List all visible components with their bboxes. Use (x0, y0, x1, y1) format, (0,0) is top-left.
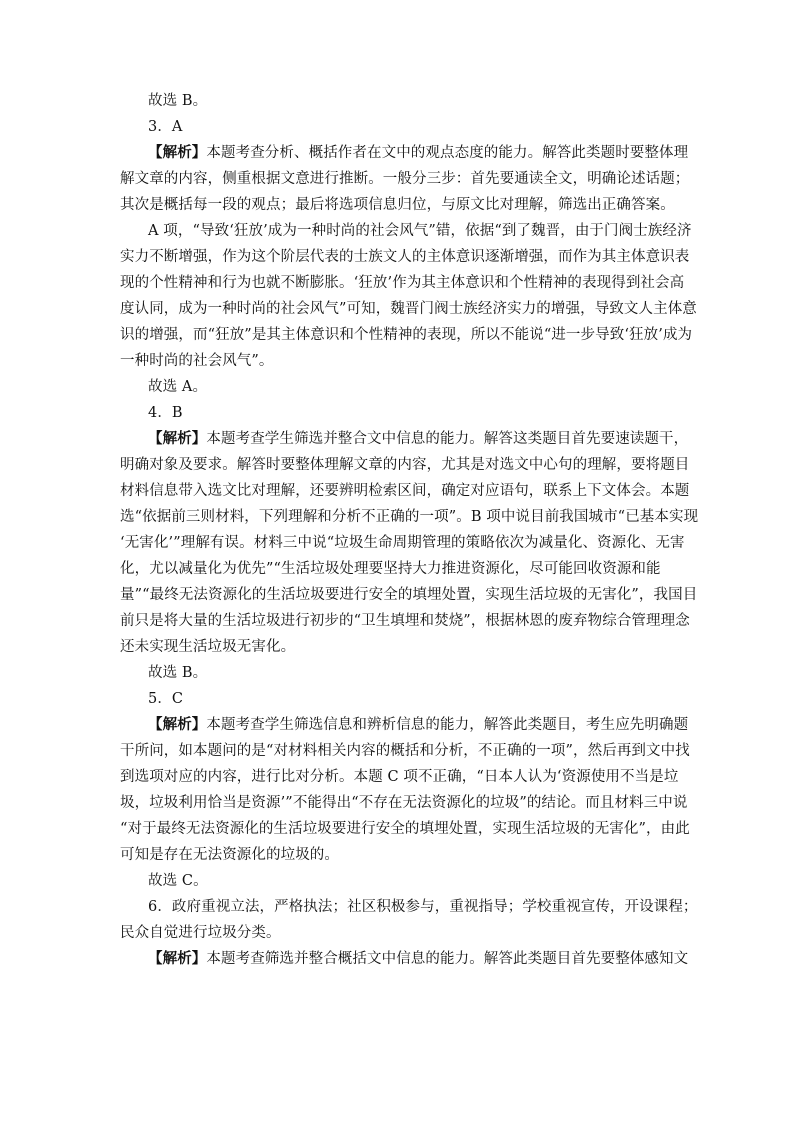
text-line (120, 556, 665, 582)
text-line (120, 504, 699, 530)
text-line (120, 192, 675, 218)
line-text: 一种时尚的社会风气”。 (120, 353, 274, 369)
line-text: 其次是概括每一段的观点；最后将选项信息归位，与原文比对理解，筛选出正确答案。 (120, 197, 675, 213)
line-text: 可知是存在无法资源化的垃圾的。 (120, 847, 339, 863)
text-line (120, 582, 698, 608)
line-text: 量”“最终无法资源化的生活垃圾要进行安全的填埋处置，实现生活垃圾的无害化”，我国目 (120, 587, 698, 603)
text-line (120, 426, 689, 452)
line-text: 现的个性精神和行为也就不断膨胀。‘狂放’作为其主体意识和个性精神的表现得到社会高 (120, 275, 685, 291)
line-text: 干所问，如本题问的是“对材料相关内容的概括和分析，不正确的一项”，然后再到文中找 (120, 743, 690, 759)
text-line (120, 634, 665, 660)
text-line (120, 868, 665, 894)
line-text: 民众自觉进行垃圾分类。 (120, 925, 281, 941)
line-text: 实力不断增强，作为这个阶层代表的士族文人的主体意识逐渐增强，而作为其主体意识表 (120, 249, 690, 265)
line-text: “对于最终无法资源化的生活垃圾要进行安全的填埋处置，实现生活垃圾的无害化”，由此 (120, 821, 690, 837)
analysis-tag: 【解析】 (148, 430, 207, 447)
line-text: 化，尤以减量化为优先”“生活垃圾处理要坚持大力推进资源化，尽可能回收资源和能 (120, 561, 661, 577)
text-line (120, 894, 698, 920)
line-text: ‘无害化’”理解有误。材料三中说“垃圾生命周期管理的策略依次为减量化、资源化、无害 (120, 535, 685, 551)
text-line (120, 816, 690, 842)
line-text: 到选项对应的内容，进行比对分析。本题 C 项不正确，“日本人认为‘资源使用不当是垃 (120, 769, 679, 785)
line-text: 明确对象及要求。解答时要整体理解文章的内容，尤其是对选文中心句的理解，要将题目 (120, 457, 690, 473)
line-text: 故选 B。 (148, 93, 208, 109)
text-line (120, 842, 665, 868)
text-line (120, 166, 690, 192)
analysis-tag: 【解析】 (148, 950, 207, 967)
line-text: 前只是将大量的生活垃圾进行初步的“卫生填埋和焚烧”，根据林恩的废弃物综合管理理念 (120, 613, 690, 629)
text-line (120, 114, 665, 140)
text-line (120, 88, 665, 114)
line-text: 故选 C。 (148, 873, 208, 889)
text-line (120, 374, 665, 400)
text-line (120, 296, 697, 322)
line-text: 度认同，成为一种时尚的社会风气”可知，魏晋门阀士族经济实力的增强，导致文人主体意 (120, 301, 697, 317)
text-line (120, 608, 690, 634)
text-line (120, 322, 693, 348)
text-line (120, 738, 690, 764)
text-line (120, 790, 688, 816)
analysis-tag: 【解析】 (148, 716, 207, 733)
line-text: A 项，“导致‘狂放’成为一种时尚的社会风气”错，依据“到了魏晋，由于门阀士族经济 (148, 223, 692, 239)
line-text: 解文章的内容，侧重根据文意进行推断。一般分三步：首先要通读全文，明确论述话题； (120, 171, 690, 187)
text-line (120, 348, 665, 374)
text-line (120, 530, 685, 556)
text-line (120, 478, 690, 504)
line-text: 圾，垃圾利用恰当是资源’”不能得出“不存在无法资源化的垃圾”的结论。而且材料三中说 (120, 795, 688, 811)
text-line (120, 270, 685, 296)
line-text: 本题考查筛选并整合概括文中信息的能力。解答此类题目首先要整体感知文 (206, 951, 689, 967)
text-line (120, 764, 679, 790)
text-line (120, 140, 689, 166)
text-line (120, 712, 689, 738)
line-text: 选“依据前三则材料，下列理解和分析不正确的一项”。B 项中说目前我国城市“已基本实现 (120, 509, 699, 525)
line-text: 本题考查学生筛选信息和辨析信息的能力，解答此类题目，考生应先明确题 (206, 717, 689, 733)
text-line (120, 946, 689, 972)
line-text: 4．B (148, 405, 183, 421)
analysis-tag: 【解析】 (148, 144, 207, 161)
line-text: 识的增强，而“狂放”是其主体意识和个性精神的表现，所以不能说“进一步导致‘狂放’成为 (120, 327, 693, 343)
line-text: 故选 B。 (148, 665, 208, 681)
line-text: 6．政府重视立法，严格执法；社区积极参与，重视指导；学校重视宣传，开设课程； (148, 899, 698, 915)
text-line (120, 244, 690, 270)
line-text: 3．A (148, 119, 183, 135)
text-line (120, 218, 692, 244)
line-text: 还未实现生活垃圾无害化。 (120, 639, 296, 655)
line-text: 本题考查学生筛选并整合文中信息的能力。解答这类题目首先要速读题干， (206, 431, 689, 447)
answer-key-page (120, 88, 699, 972)
text-line (120, 660, 665, 686)
line-text: 本题考查分析、概括作者在文中的观点态度的能力。解答此类题时要整体理 (206, 145, 689, 161)
text-line (120, 400, 665, 426)
line-text: 5．C (148, 691, 184, 707)
text-line (120, 452, 690, 478)
text-line (120, 686, 665, 712)
line-text: 故选 A。 (148, 379, 208, 395)
line-text: 材料信息带入选文比对理解，还要辨明检索区间，确定对应语句，联系上下文体会。本题 (120, 483, 690, 499)
text-line (120, 920, 665, 946)
